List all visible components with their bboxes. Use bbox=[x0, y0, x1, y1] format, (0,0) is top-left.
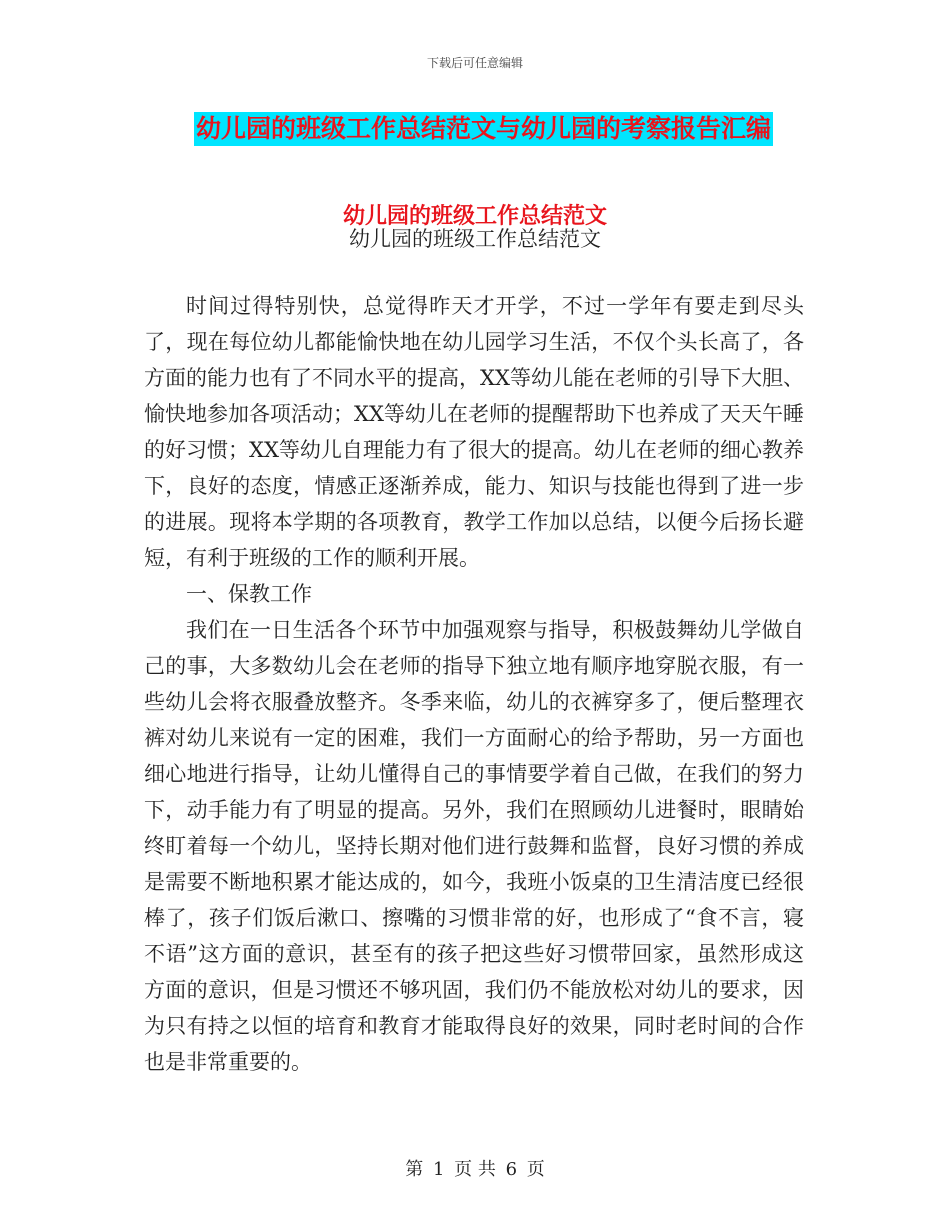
paragraph-intro: 时间过得特别快，总觉得昨天才开学，不过一学年有要走到尽头了，现在每位幼儿都能愉快地在幼儿园学习生活，不仅个头长高了，各方面的能力也有了不同水平的提高，XX等幼儿能在老师的引导下大胆、愉快地参加各项活动；XX等幼儿在老师的提醒帮助下也养成了天天午睡的好习惯；XX等幼儿自理能力有了很大的提高。幼儿在老师的细心教养下，良好的态度，情感正逐渐养成，能力、知识与技能也得到了进一步的进展。现将本学期的各项教育，教学工作加以总结，以便今后扬长避短，有利于班级的工作的顺利开展。 bbox=[144, 294, 804, 570]
footer-page-total: 6 bbox=[505, 1159, 518, 1180]
footer-prefix: 第 bbox=[405, 1159, 424, 1180]
section-title: 幼儿园的班级工作总结范文 bbox=[342, 204, 607, 229]
footer-page-number: 1 bbox=[432, 1159, 445, 1180]
sub-title: 幼儿园的班级工作总结范文 bbox=[349, 227, 601, 251]
paragraph-baojiao: 我们在一日生活各个环节中加强观察与指导，积极鼓舞幼儿学做自己的事，大多数幼儿会在老师的指导下独立地有顺序地穿脱衣服，有一些幼儿会将衣服叠放整齐。冬季来临，幼儿的衣裤穿多了，便后整理衣裤对幼儿来说有一定的困难，我们一方面耐心的给予帮助，另一方面也细心地进行指导，让幼儿懂得自己的事情要学着自己做，在我们的努力下，动手能力有了明显的提高。另外，我们在照顾幼儿进餐时，眼睛始终盯着每一个幼儿，坚持长期对他们进行鼓舞和监督，良好习惯的养成是需要不断地积累才能达成的，如今，我班小饭桌的卫生清洁度已经很棒了，孩子们饭后漱口、擦嘴的习惯非常的好，也形成了“食不言，寝不语”这方面的意识，甚至有的孩子把这些好习惯带回家，虽然形成这方面的意识，但是习惯还不够巩固，我们仍不能放松对幼儿的要求，因为只有持之以恒的培育和教育才能取得良好的效果，同时老时间的合作也是非常重要的。 bbox=[144, 618, 804, 1074]
page-footer bbox=[0, 1155, 950, 1181]
header-note: 下载后可任意编辑 bbox=[426, 56, 523, 70]
footer-suffix: 页 bbox=[526, 1159, 545, 1180]
document-body bbox=[144, 288, 804, 1080]
footer-middle: 页 共 bbox=[454, 1159, 496, 1180]
paragraph-heading-baojiao: 一、保教工作 bbox=[186, 582, 312, 606]
main-title: 幼儿园的班级工作总结范文与幼儿园的考察报告汇编 bbox=[194, 112, 773, 146]
